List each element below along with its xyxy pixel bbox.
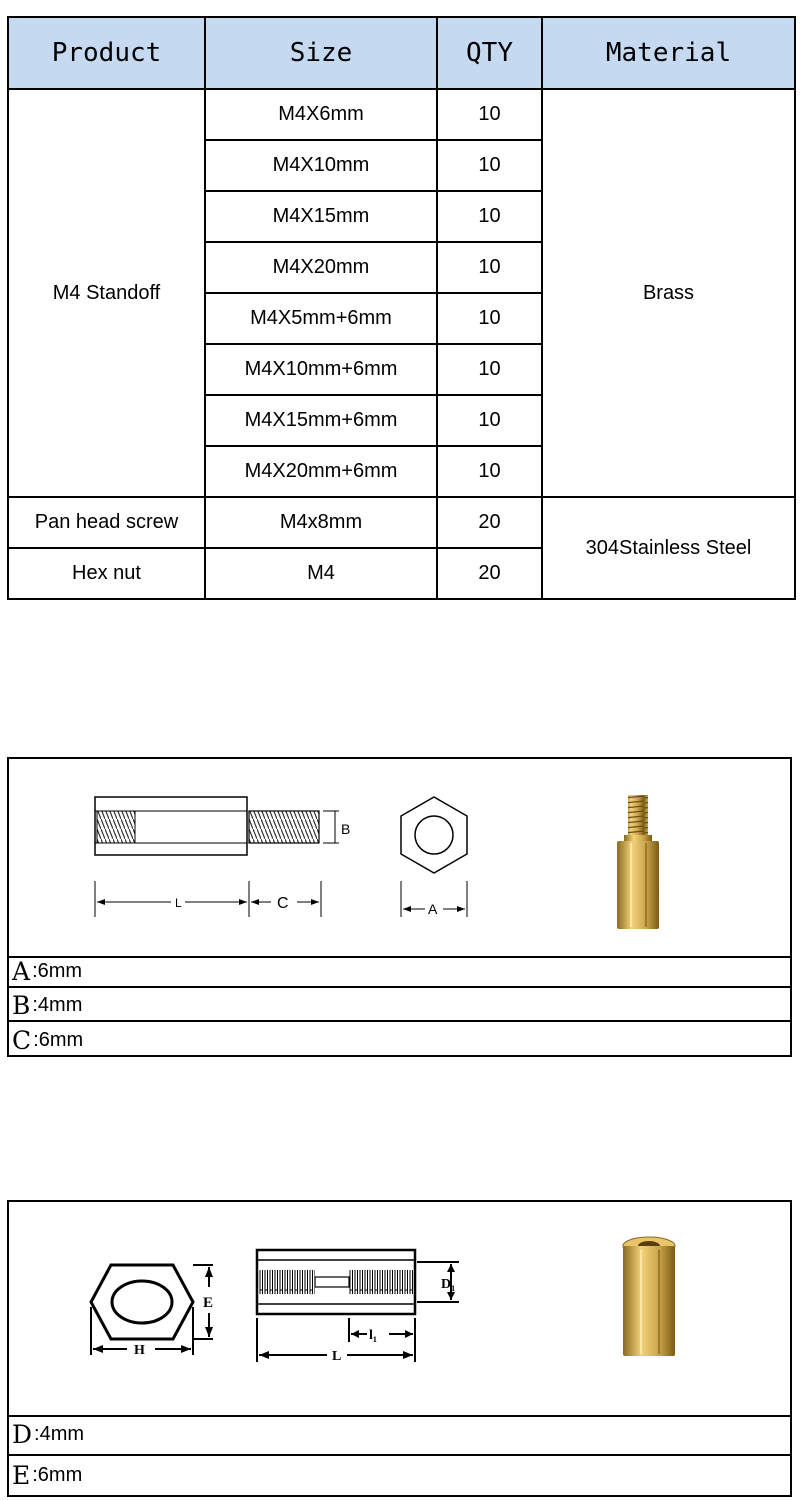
size-cell: M4x8mm: [205, 497, 437, 548]
size-cell: M4X6mm: [205, 89, 437, 140]
female-drawing-pane: [9, 1202, 790, 1417]
header-material: Material: [542, 17, 795, 89]
dim-label-h: H: [134, 1343, 145, 1358]
qty-cell: 20: [437, 548, 542, 599]
dim-key: E: [12, 1461, 31, 1490]
size-cell: M4X15mm: [205, 191, 437, 242]
product-standoff: M4 Standoff: [8, 89, 205, 497]
material-steel: 304Stainless Steel: [542, 497, 795, 599]
dim-row-e: [9, 1456, 790, 1495]
size-cell: M4X15mm+6mm: [205, 395, 437, 446]
dim-label-e: E: [203, 1295, 214, 1311]
material-brass: Brass: [542, 89, 795, 497]
product-screw: Pan head screw: [8, 497, 205, 548]
size-cell: M4X10mm: [205, 140, 437, 191]
spec-table: [7, 16, 796, 600]
standoff-diagram-box: [7, 757, 792, 1057]
size-cell: M4X20mm: [205, 242, 437, 293]
dim-row-c: [9, 1024, 790, 1056]
size-cell: M4X20mm+6mm: [205, 446, 437, 497]
qty-cell: 10: [437, 344, 542, 395]
dim-value: :6mm: [33, 1028, 84, 1051]
qty-cell: 10: [437, 140, 542, 191]
table-row: [8, 89, 795, 140]
dim-value: :6mm: [32, 1464, 83, 1486]
qty-cell: 10: [437, 242, 542, 293]
qty-cell: 10: [437, 446, 542, 497]
qty-cell: 10: [437, 293, 542, 344]
standoff-side-view: [89, 789, 349, 959]
dim-key: A: [12, 956, 31, 986]
size-cell: M4X10mm+6mm: [205, 344, 437, 395]
hex-end-view: [389, 789, 479, 959]
qty-cell: 10: [437, 89, 542, 140]
female-standoff-photo: [609, 1232, 689, 1372]
product-nut: Hex nut: [8, 548, 205, 599]
dim-key: D: [12, 1420, 33, 1449]
hex-view-he: [81, 1257, 231, 1367]
header-size: Size: [205, 17, 437, 89]
qty-cell: 10: [437, 191, 542, 242]
dim-label-d1: D₁: [441, 1277, 456, 1292]
standoff-drawing-pane: [9, 759, 790, 958]
dim-value: :4mm: [32, 993, 83, 1016]
dim-label-a: A: [428, 901, 438, 917]
dim-label-l: L: [332, 1349, 342, 1364]
dim-label-c: C: [277, 895, 289, 912]
standoff-photo: [604, 789, 674, 939]
dim-value: :4mm: [34, 1423, 85, 1445]
dim-key: B: [12, 990, 31, 1020]
table-row: [8, 497, 795, 548]
dim-row-b: [9, 990, 790, 1022]
header-row: [8, 17, 795, 89]
dim-key: C: [12, 1025, 32, 1055]
dim-row-a: [9, 956, 790, 988]
dim-value: :6mm: [32, 959, 83, 982]
dim-label-l: L: [175, 896, 182, 910]
qty-cell: 20: [437, 497, 542, 548]
header-product: Product: [8, 17, 205, 89]
dim-label-l1: l₁: [369, 1328, 378, 1343]
dim-label-b: B: [341, 821, 351, 837]
female-side-view: [249, 1242, 479, 1372]
size-cell: M4: [205, 548, 437, 599]
qty-cell: 10: [437, 395, 542, 446]
size-cell: M4X5mm+6mm: [205, 293, 437, 344]
dim-row-d: [9, 1415, 790, 1456]
female-standoff-diagram-box: [7, 1200, 792, 1497]
header-qty: QTY: [437, 17, 542, 89]
